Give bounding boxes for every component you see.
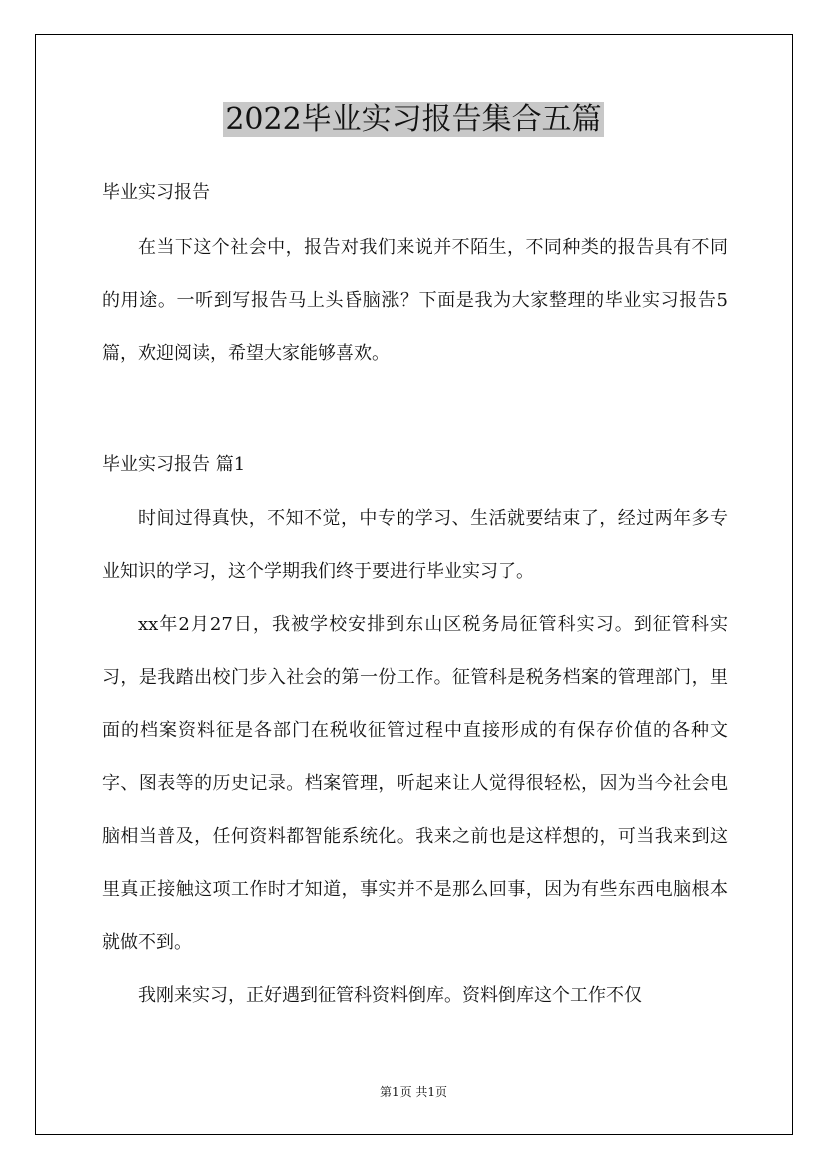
document-title-text: 2022毕业实习报告集合五篇 <box>225 102 602 137</box>
section-heading: 毕业实习报告 篇1 <box>102 454 246 475</box>
body-paragraph-2: xx年2月27日，我被学校安排到东山区税务局征管科实习。到征管科实习，是我踏出校门步入社会的第一份工作。征管科是税务档案的管理部门，里面的档案资料征是各部门在税收征管过程中直接形成的有保存价值的各种文字、图表等的历史记录。档案管理，听起来让人觉得很轻松，因为当今社会电脑相当普及，任何资料都智能系统化。我来之前也是这样想的，可当我来到这里真正接触这项工作时才知道，事实并不是那么回事，因为有些东西电脑根本就做不到。 <box>102 614 728 953</box>
intro-paragraph: 在当下这个社会中，报告对我们来说并不陌生，不同种类的报告具有不同的用途。一听到写报告马上头昏脑涨？下面是我为大家整理的毕业实习报告5篇，欢迎阅读，希望大家能够喜欢。 <box>102 237 728 364</box>
page-footer: 第1页 共1页 <box>379 1085 448 1099</box>
body-paragraph-1: 时间过得真快，不知不觉，中专的学习、生活就要结束了，经过两年多专业知识的学习，这个学期我们终于要进行毕业实习了。 <box>102 508 728 582</box>
intro-heading: 毕业实习报告 <box>102 182 210 203</box>
body-paragraph-3: 我刚来实习，正好遇到征管科资料倒库。资料倒库这个工作不仅 <box>138 985 642 1006</box>
document-title <box>0 98 827 142</box>
